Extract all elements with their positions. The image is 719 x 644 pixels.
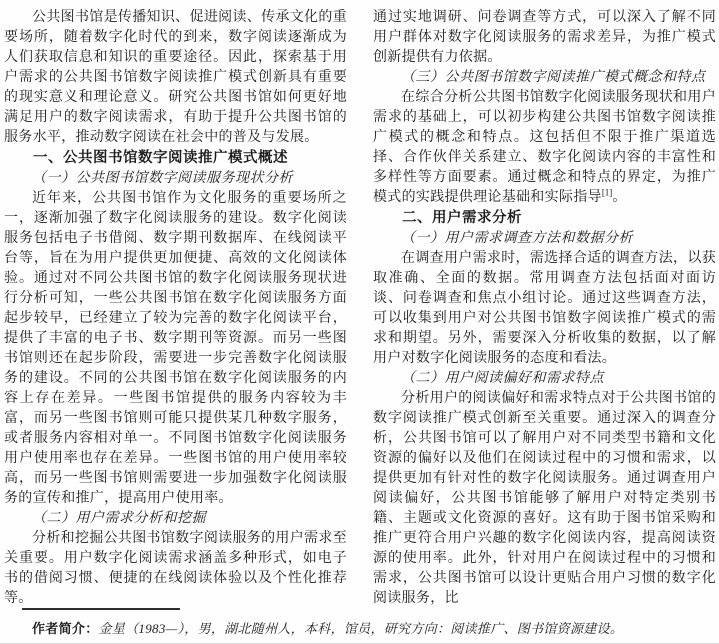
citation-marker-1: [1]	[601, 187, 613, 198]
author-bio-line	[4, 620, 716, 638]
section-heading-1: 一、公共图书馆数字阅读推广模式概述	[33, 150, 288, 166]
footer	[4, 608, 716, 638]
subsection-heading-1-1: （一）公共图书馆数字阅读服务现状分析	[32, 171, 293, 186]
paragraph-survey-methods: 在调查用户需求时，需选择合适的调查方法，以获取准确、全面的数据。常用调查方法包括面对面访谈、问卷调查和焦点小组讨论。通过这些调查方法，可以收集到用户对公共图书馆数字阅读推广模式的需求和期望。另外，需要深入分析收集的数据，以了解用户对数字化阅读服务的态度和看法。	[373, 251, 716, 366]
author-bio-text: 金星（1983—），男，湖北随州人，本科，馆员，研究方向：阅读推广、图书馆资源建设。	[98, 621, 624, 636]
subsection-heading-2-2: （二）用户阅读偏好和需求特点	[401, 371, 604, 386]
paragraph-concept-text-end: 。	[612, 190, 627, 205]
paragraph-concept-text: 在综合分析公共图书馆数字化阅读服务现状和用户需求的基础上，可以初步构建公共图书馆数字阅读推广模式的概念和特点。这包括但不限于推广渠道选择、合作伙伴关系建立、数字化阅读内容的丰富性和多样性等方面要素。通过概念和特点的界定，为推广模式的实践提供理论基础和实际指导	[373, 90, 716, 205]
subsection-heading-1-2: （二）用户需求分析和挖掘	[32, 511, 206, 526]
right-column	[373, 8, 716, 609]
subsection-heading-1-3: （三）公共图书馆数字阅读推广模式概念和特点	[401, 70, 706, 85]
continuation-paragraph: 通过实地调研、问卷调查等方式，可以深入了解不同用户群体对数字化阅读服务的需求差异，为推广模式创新提供有力依据。	[373, 10, 716, 65]
subsection-heading-2-1: （一）用户需求调查方法和数据分析	[401, 231, 633, 246]
footnote-rule	[22, 608, 180, 610]
paragraph-user-demand-mining: 分析和挖掘公共图书馆数字阅读服务的用户需求至关重要。用户数字化阅读需求涵盖多种形式，如电子书的借阅习惯、便捷的在线阅读体验以及个性化推荐等。	[4, 531, 347, 606]
paragraph-reading-preferences: 分析用户的阅读偏好和需求特点对于公共图书馆的数字阅读推广模式创新至关重要。通过深入的调查分析，公共图书馆可以了解用户对不同类型书籍和文化资源的偏好以及他们在阅读过程中的习惯和需求，以提供更加有针对性的数字化阅读服务。通过调查用户阅读偏好，公共图书馆能够了解用户对特定类别书籍、主题或文化资源的喜好。这有助于图书馆采购和推广更符合用户兴趣的数字化阅读内容，提高阅读资源的使用率。此外，针对用户在阅读过程中的习惯和需求，公共图书馆可以设计更贴合用户习惯的数字化阅读服务，比	[373, 391, 716, 606]
author-bio-label: 作者简介：	[32, 621, 99, 636]
paragraph-concept-and-features	[373, 88, 716, 208]
intro-paragraph: 公共图书馆是传播知识、促进阅读、传承文化的重要场所，随着数字化时代的到来，数字阅读逐渐成为人们获取信息和知识的重要途径。因此，探索基于用户需求的公共图书馆数字阅读推广模式创新具有重要的现实意义和理论意义。研究公共图书馆如何更好地满足用户的数字阅读需求，有助于提升公共图书馆的服务水平，推动数字阅读在社会中的普及与发展。	[4, 10, 347, 145]
paragraph-current-status: 近年来，公共图书馆作为文化服务的重要场所之一，逐渐加强了数字化阅读服务的建设。数字化阅读服务包括电子书借阅、数字期刊数据库、在线阅读平台等，旨在为用户提供更加便捷、高效的文化阅读体验。通过对不同公共图书馆的数字化阅读服务现状进行分析可知，一些公共图书馆在数字化阅读服务方面起步较早，已经建立了较为完善的数字化阅读平台，提供了丰富的电子书、数字期刊等资源。而另一些图书馆则还在起步阶段，需要进一步完善数字化阅读服务的建设。不同的公共图书馆在数字化阅读服务的内容上存在差异。一些图书馆提供的服务内容较为丰富，而另一些图书馆则可能只提供某几种数字服务，或者服务内容相对单一。不同图书馆数字化阅读服务用户使用率也存在差异。一些图书馆的用户使用率较高，而另一些图书馆则需要进一步加强数字化阅读服务的宣传和推广，提高用户使用率。	[4, 191, 347, 506]
section-heading-2: 二、用户需求分析	[402, 210, 522, 226]
left-column	[4, 8, 347, 609]
